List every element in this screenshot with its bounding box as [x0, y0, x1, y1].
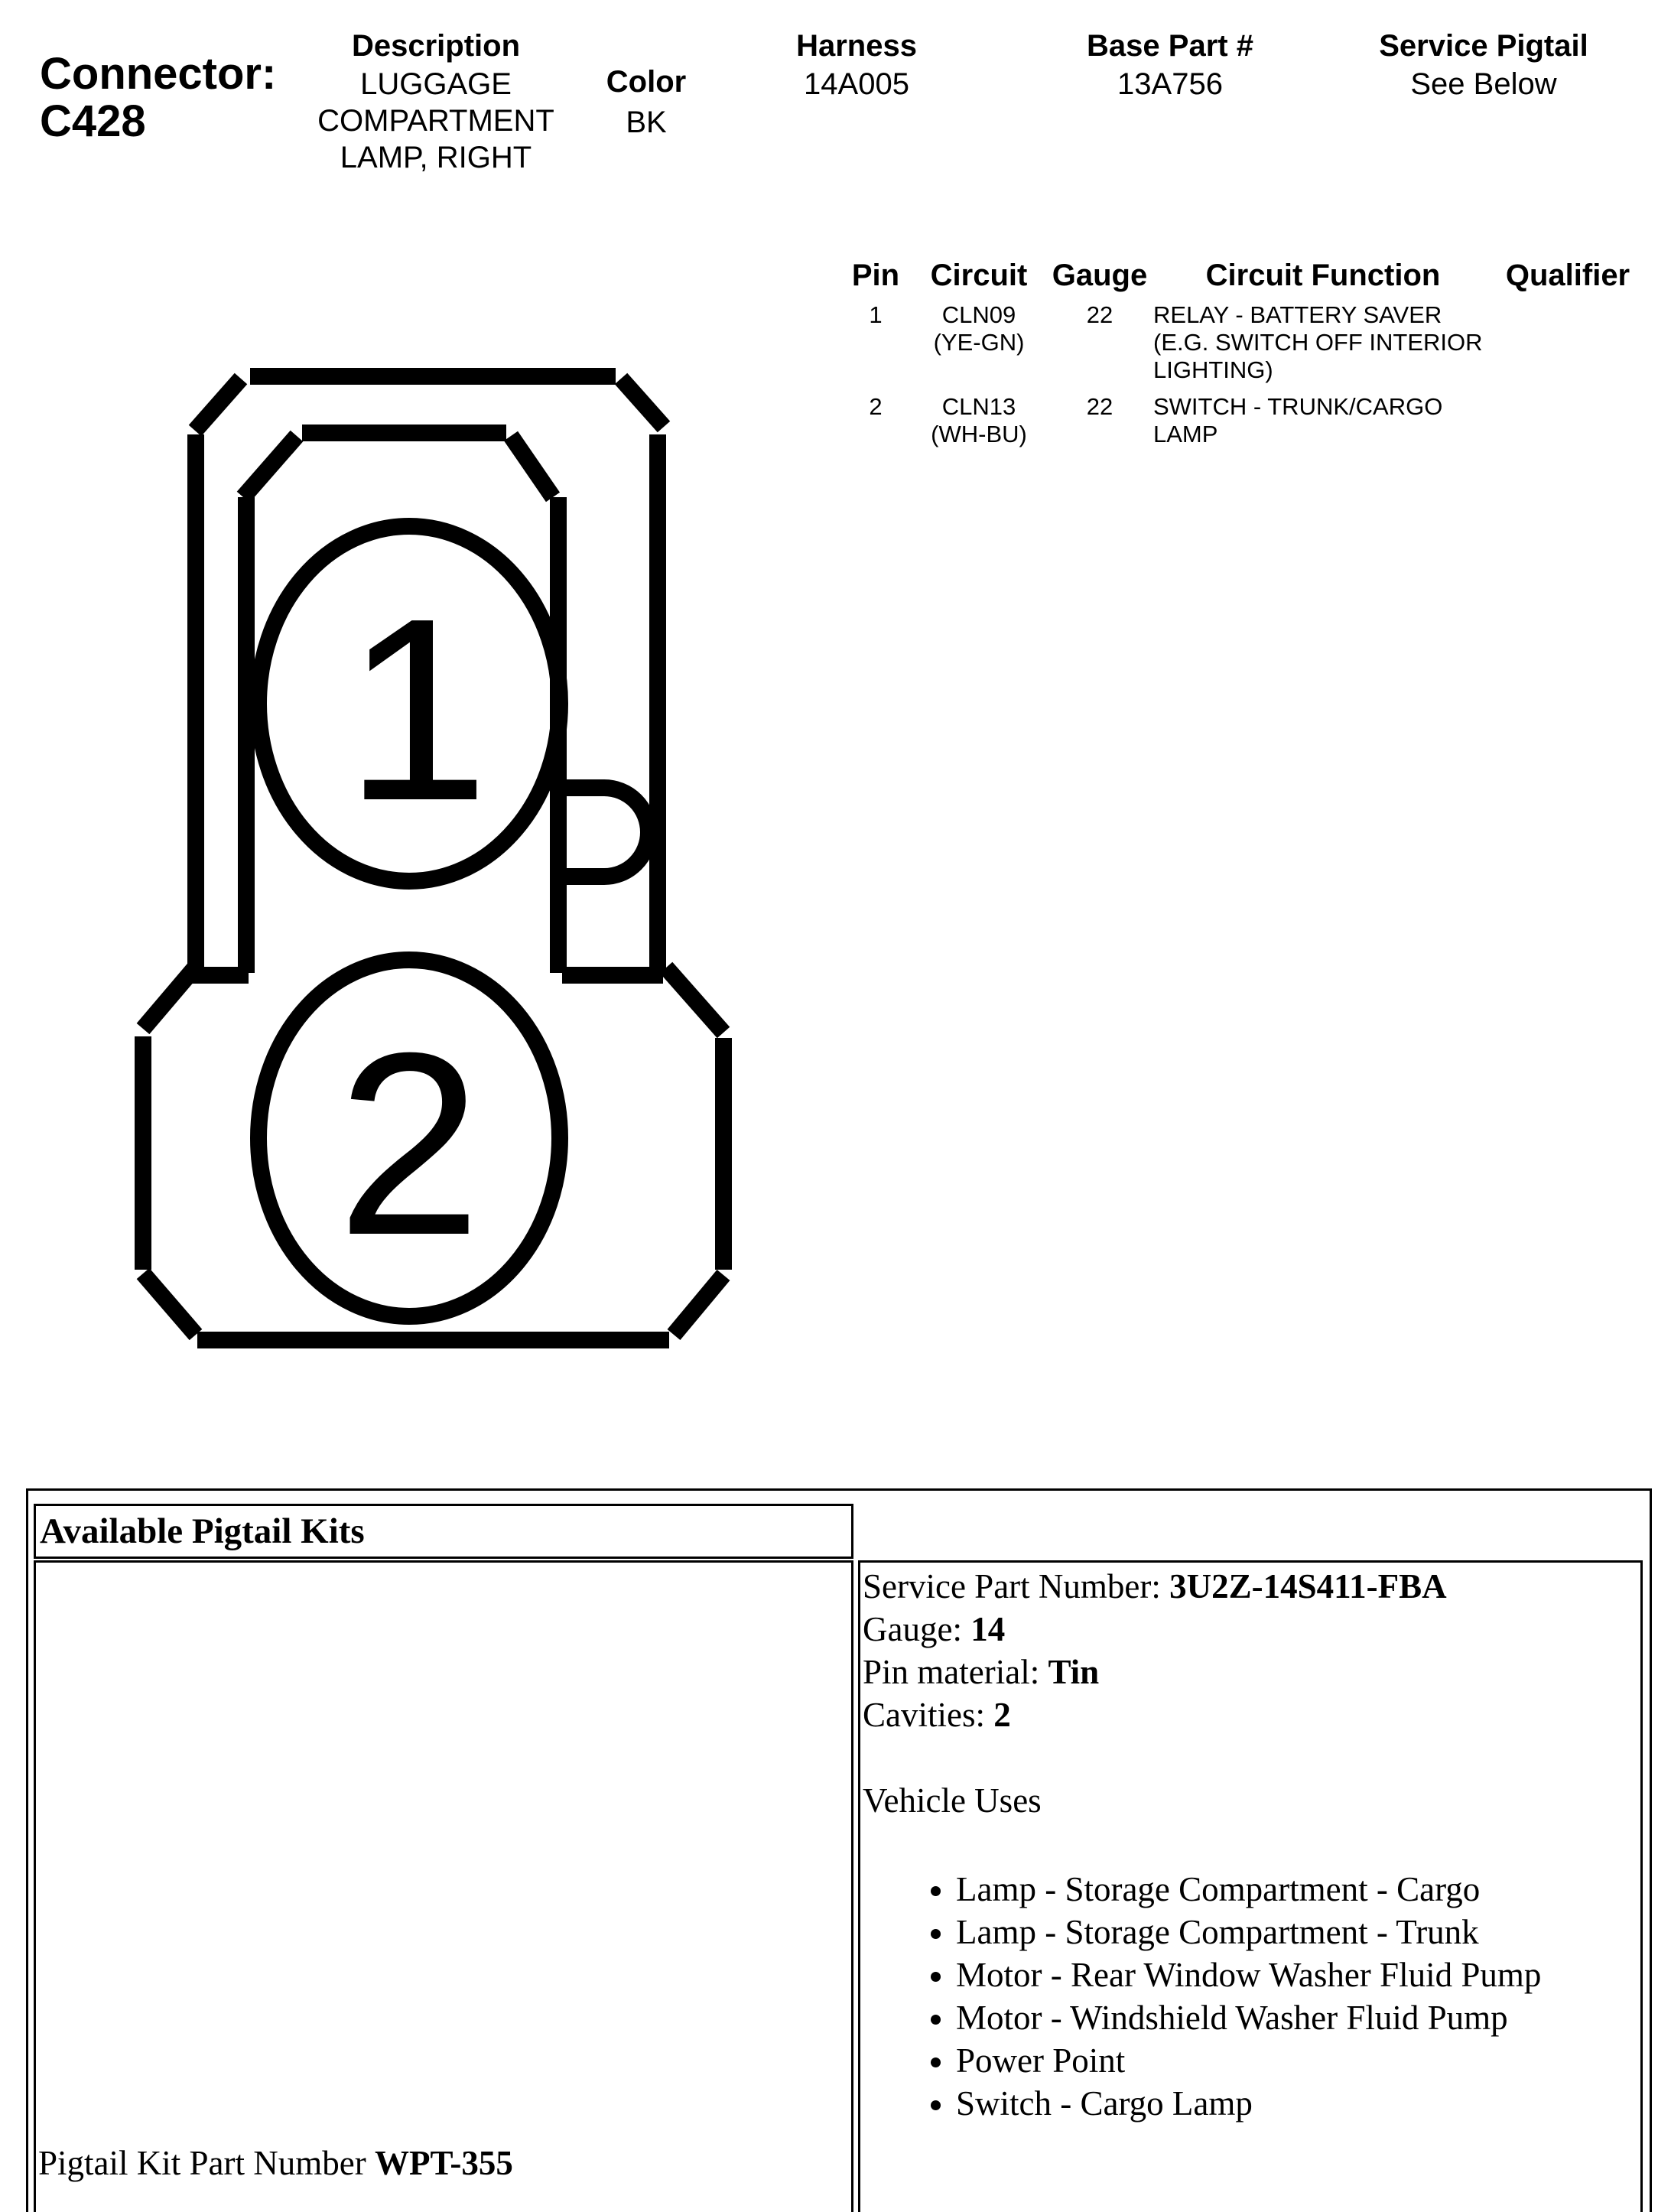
function-line: LAMP: [1153, 421, 1218, 447]
list-item: • Power Point: [956, 2039, 1635, 2082]
pin-1-label: 1: [344, 564, 489, 855]
color-value: BK: [626, 106, 667, 139]
pin-table: [834, 259, 1652, 457]
pigtail-title: Available Pigtail Kits: [40, 1511, 365, 1551]
gauge-cell: 22: [1086, 301, 1113, 328]
col-header-pin: Pin: [851, 259, 900, 292]
cavities-value: 2: [993, 1696, 1011, 1734]
list-item: • Lamp - Storage Compartment - Cargo: [956, 1868, 1635, 1911]
list-item: • Motor - Rear Window Washer Fluid Pump: [956, 1953, 1635, 1996]
cavities-line: [863, 1693, 1635, 1736]
list-item: • Motor - Windshield Washer Fluid Pump: [956, 1996, 1635, 2039]
vehicle-uses-list: [0, 1868, 1635, 2125]
connector-label: Connector:: [40, 49, 277, 99]
circuit-cell: [918, 393, 1040, 448]
description-line: COMPARTMENT: [317, 104, 554, 138]
circuit-color: (YE-GN): [933, 329, 1025, 356]
connector-face-diagram: [0, 0, 841, 1377]
list-item: • Lamp - Storage Compartment - Trunk: [956, 1911, 1635, 1953]
kit-part-number: [38, 2142, 513, 2184]
gauge-cell: 22: [1086, 393, 1113, 420]
gauge-value: 14: [970, 1610, 1006, 1648]
gauge-label: Gauge:: [863, 1610, 971, 1648]
pin-cell: 1: [869, 301, 883, 328]
description-line: LUGGAGE: [360, 67, 512, 101]
service-part-number: [863, 1565, 1635, 1608]
service-pigtail-label: Service Pigtail: [1379, 29, 1588, 63]
function-line: RELAY - BATTERY SAVER: [1153, 301, 1442, 328]
base-part-column: [1055, 26, 1285, 102]
kit-part-value: WPT-355: [374, 2144, 513, 2182]
harness-label: Harness: [796, 29, 917, 63]
function-cell: [1153, 393, 1505, 448]
service-pigtail-column: [1346, 26, 1621, 102]
base-part-label: Base Part #: [1087, 29, 1253, 63]
connector-id: C428: [40, 96, 146, 146]
circuit-code: CLN09: [941, 301, 1016, 328]
service-part-value: 3U2Z-14S411-FBA: [1169, 1567, 1447, 1605]
color-label: Color: [606, 65, 687, 99]
col-header-circuit-function: Circuit Function: [1205, 259, 1441, 292]
gauge-line: [863, 1608, 1635, 1651]
col-header-gauge: Gauge: [1052, 259, 1148, 292]
description-line: LAMP, RIGHT: [340, 141, 532, 174]
pin-material-value: Tin: [1048, 1653, 1100, 1691]
cavities-label: Cavities:: [863, 1696, 994, 1734]
latch: [560, 788, 649, 877]
harness-value: 14A005: [804, 67, 909, 101]
list-item: • Switch - Cargo Lamp: [956, 2082, 1635, 2125]
function-cell: [1153, 301, 1505, 384]
function-line: SWITCH - TRUNK/CARGO: [1153, 393, 1443, 420]
function-line: (E.G. SWITCH OFF INTERIOR: [1153, 329, 1483, 356]
function-line: LIGHTING): [1153, 356, 1273, 383]
pin-2-label: 2: [336, 999, 482, 1290]
base-part-value: 13A756: [1117, 67, 1223, 101]
circuit-code: CLN13: [941, 393, 1016, 420]
circuit-color: (WH-BU): [931, 421, 1027, 447]
kit-part-label: Pigtail Kit Part Number: [38, 2144, 375, 2182]
col-header-qualifier: Qualifier: [1505, 259, 1630, 292]
service-pigtail-value: See Below: [1410, 67, 1557, 101]
col-header-circuit: Circuit: [930, 259, 1028, 292]
pin-material-label: Pin material:: [863, 1653, 1048, 1691]
pin-cell: 2: [869, 393, 883, 420]
service-part-label: Service Part Number:: [863, 1567, 1170, 1605]
vehicle-uses-label: Vehicle Uses: [863, 1781, 1042, 1820]
description-label: Description: [351, 29, 521, 63]
pigtail-details: [863, 1565, 1635, 2125]
circuit-cell: [918, 301, 1040, 356]
pin-material-line: [863, 1651, 1635, 1693]
